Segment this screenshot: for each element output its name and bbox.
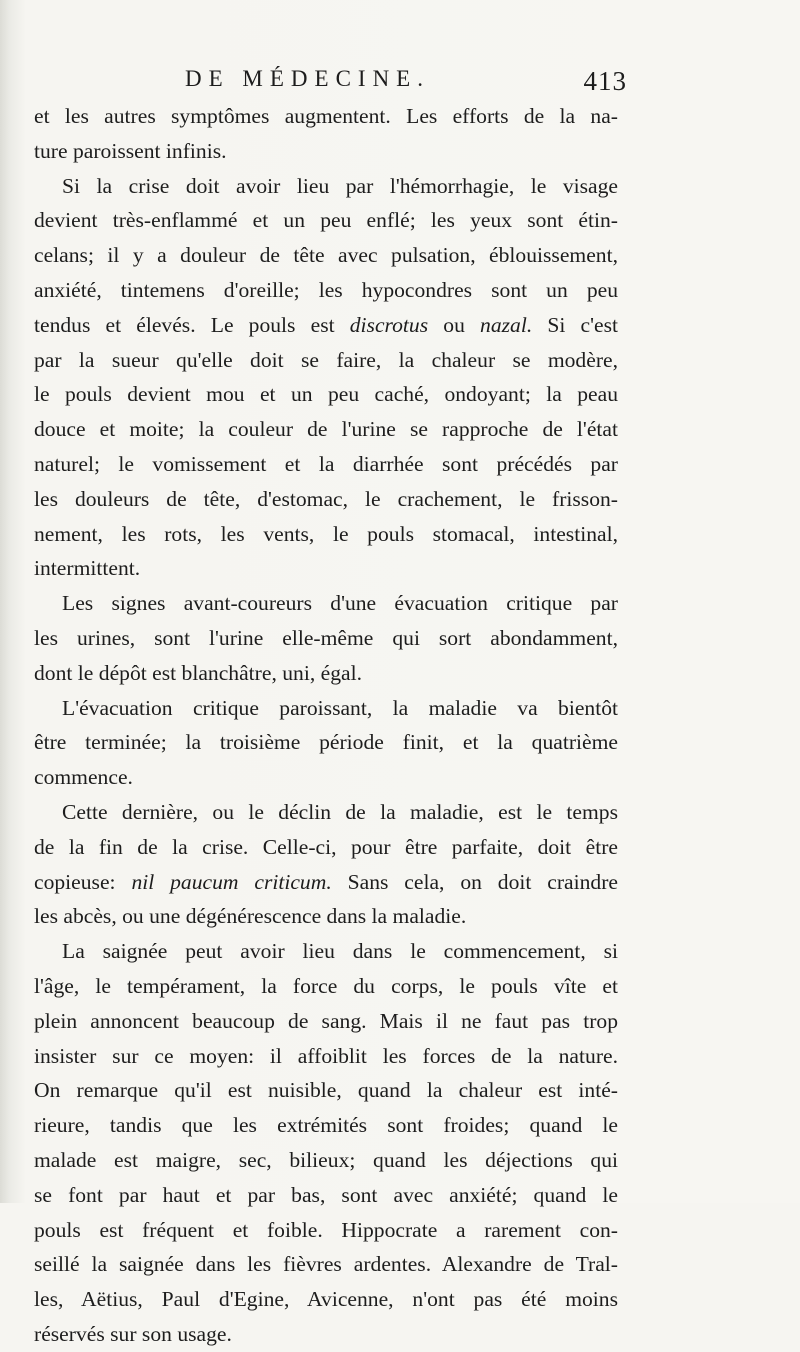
text-line xyxy=(34,203,618,238)
line-text: intermittent. xyxy=(34,556,141,581)
line-text: ou xyxy=(428,312,481,337)
line-text: réservés sur son usage. xyxy=(34,1321,232,1346)
page-header xyxy=(185,66,627,100)
line-text: Si c'est xyxy=(532,312,618,337)
line-text: les urines, sont l'urine elle-même qui sort abondamment, xyxy=(34,625,618,650)
page-number: 413 xyxy=(583,66,627,96)
line-text: commence. xyxy=(34,765,133,790)
body-text xyxy=(34,99,618,1352)
text-line xyxy=(34,482,618,517)
line-text: devient très-enflammé et un peu enflé; les yeux sont étin- xyxy=(34,208,618,233)
text-line xyxy=(34,1143,618,1178)
text-line xyxy=(34,1108,618,1143)
text-line xyxy=(34,308,618,343)
line-text: les abcès, ou une dégénérescence dans la maladie. xyxy=(34,904,467,929)
line-text: On remarque qu'il est nuisible, quand la chaleur est inté- xyxy=(34,1078,618,1103)
text-line xyxy=(34,969,618,1004)
text-line xyxy=(34,551,618,586)
text-line xyxy=(34,99,618,134)
text-line xyxy=(34,1213,618,1248)
text-line xyxy=(34,169,618,204)
line-text: être terminée; la troisième période finit, et la quatrième xyxy=(34,730,618,755)
line-text: La saignée peut avoir lieu dans le commencement, si xyxy=(62,939,618,964)
text-line xyxy=(34,377,618,412)
text-line xyxy=(34,343,618,378)
italic-term: nazal. xyxy=(480,312,533,337)
text-line xyxy=(34,1247,618,1282)
text-line xyxy=(34,1282,618,1317)
line-text: par la sueur qu'elle doit se faire, la chaleur se modère, xyxy=(34,347,618,372)
line-text: tendus et élevés. Le pouls est xyxy=(34,312,350,337)
line-text: les douleurs de tête, d'estomac, le crachement, le frisson- xyxy=(34,486,618,511)
text-line xyxy=(34,795,618,830)
line-text: douce et moite; la couleur de l'urine se rapproche de l'état xyxy=(34,417,618,442)
line-text: Cette dernière, ou le déclin de la maladie, est le temps xyxy=(62,799,618,824)
text-line xyxy=(34,1073,618,1108)
line-text: anxiété, tintemens d'oreille; les hypocondres sont un peu xyxy=(34,277,618,302)
line-text: ture paroissent infinis. xyxy=(34,138,227,163)
text-line xyxy=(34,273,618,308)
text-line xyxy=(34,1178,618,1213)
line-text: plein annoncent beaucoup de sang. Mais il ne faut pas trop xyxy=(34,1008,618,1033)
line-text: l'âge, le tempérament, la force du corps, le pouls vîte et xyxy=(34,973,618,998)
line-text: Les signes avant-coureurs d'une évacuation critique par xyxy=(62,591,618,616)
line-text: les, Aëtius, Paul d'Egine, Avicenne, n'ont pas été moins xyxy=(34,1287,618,1312)
italic-term: discrotus xyxy=(349,312,429,337)
text-line xyxy=(34,447,618,482)
line-text: copieuse: xyxy=(34,869,132,894)
line-text: celans; il y a douleur de tête avec pulsation, éblouissement, xyxy=(34,243,618,268)
text-line xyxy=(34,517,618,552)
text-line xyxy=(34,899,618,934)
line-text: nement, les rots, les vents, le pouls stomacal, intestinal, xyxy=(34,521,618,546)
text-line xyxy=(34,934,618,969)
running-title: DE MÉDECINE. xyxy=(185,66,430,91)
line-text: Si la crise doit avoir lieu par l'hémorrhagie, le visage xyxy=(62,173,618,198)
text-line xyxy=(34,621,618,656)
line-text: rieure, tandis que les extrémités sont froides; quand le xyxy=(34,1113,618,1138)
text-line xyxy=(34,865,618,900)
line-text: se font par haut et par bas, sont avec anxiété; quand le xyxy=(34,1182,618,1207)
line-text: L'évacuation critique paroissant, la maladie va bientôt xyxy=(62,695,618,720)
text-line xyxy=(34,725,618,760)
italic-term: nil paucum criticum. xyxy=(131,869,332,894)
text-line xyxy=(34,1039,618,1074)
text-line xyxy=(34,1317,618,1352)
text-line xyxy=(34,238,618,273)
line-text: le pouls devient mou et un peu caché, ondoyant; la peau xyxy=(34,382,618,407)
line-text: dont le dépôt est blanchâtre, uni, égal. xyxy=(34,660,362,685)
text-line xyxy=(34,586,618,621)
line-text: Sans cela, on doit craindre xyxy=(331,869,618,894)
line-text: malade est maigre, sec, bilieux; quand les déjections qui xyxy=(34,1147,618,1172)
text-line xyxy=(34,691,618,726)
line-text: seillé la saignée dans les fièvres ardentes. Alexandre de Tral- xyxy=(34,1252,618,1277)
text-line xyxy=(34,830,618,865)
line-text: insister sur ce moyen: il affoiblit les forces de la nature. xyxy=(34,1043,618,1068)
line-text: pouls est fréquent et foible. Hippocrate a rarement con- xyxy=(34,1217,618,1242)
line-text: de la fin de la crise. Celle-ci, pour être parfaite, doit être xyxy=(34,834,618,859)
line-text: naturel; le vomissement et la diarrhée sont précédés par xyxy=(34,451,618,476)
text-line xyxy=(34,1004,618,1039)
text-line xyxy=(34,134,618,169)
line-text: et les autres symptômes augmentent. Les efforts de la na- xyxy=(34,104,618,128)
text-line xyxy=(34,412,618,447)
text-line xyxy=(34,656,618,691)
text-line xyxy=(34,760,618,795)
